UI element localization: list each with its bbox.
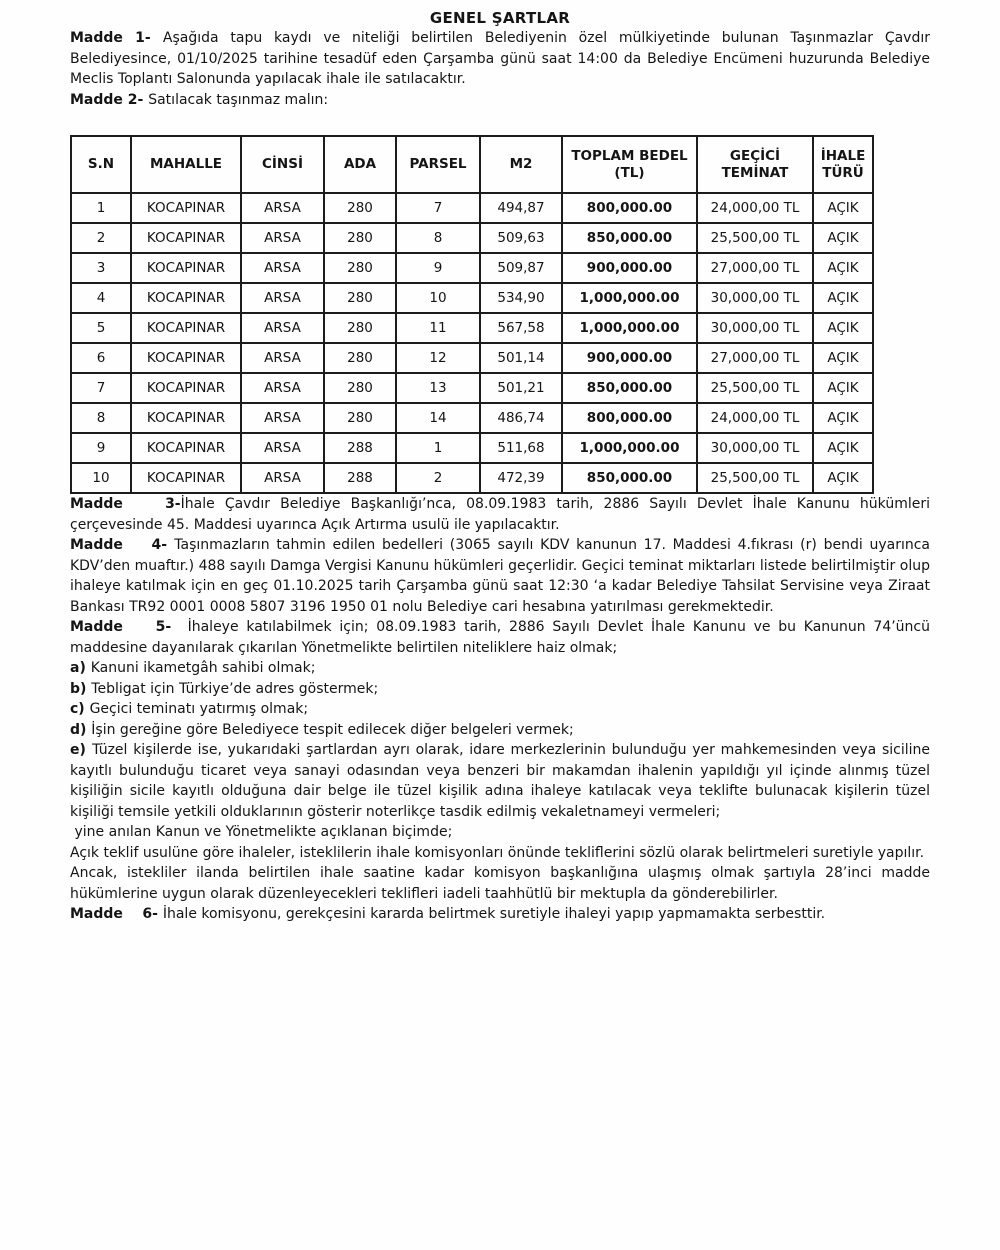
list-item-c-text: Geçici teminatı yatırmış olmak; xyxy=(89,701,309,717)
paragraph-acik-teklif: Açık teklif usulüne göre ihaleler, isteklilerin ihale komisyonları önünde tekliflerini sözlü olarak belirtmeleri suretiyle yapılır. xyxy=(70,844,925,861)
paragraph-yine-anilan: yine anılan Kanun ve Yönetmelikte açıklanan biçimde; xyxy=(70,824,453,840)
list-item-e xyxy=(70,740,930,822)
madde-1-label: Madde 1- xyxy=(70,30,163,46)
table-row xyxy=(71,403,873,433)
table-cell: 288 xyxy=(324,463,396,493)
table-cell: AÇIK xyxy=(813,343,873,373)
table-cell: 1 xyxy=(396,433,480,463)
column-header-ada: ADA xyxy=(324,136,396,193)
table-cell: 1 xyxy=(71,193,131,223)
table-cell: 280 xyxy=(324,373,396,403)
table-cell: 800,000.00 xyxy=(562,193,697,223)
list-item-e-text: Tüzel kişilerde ise, yukarıdaki şartlardan ayrı olarak, idare merkezlerinin bulunduğu yer mahkemesinden veya siciline kayıtlı bulunduğu ticaret veya sanayi odasından veya benzeri bir makamdan ihalenin yapıldığı yıl içinde alınmış tüzel kişiliğin sicile kayıtlı olduğuna dair belge ile tüzel kişilik adına ihaleye katılacak veya teklifte bulunacak kişilerin tüzel kişiliği temsile yetkili olduklarının gösterir noterlikçe tasdik edilmiş vekaletnameyi vermeleri; xyxy=(70,742,930,820)
table-cell: 10 xyxy=(71,463,131,493)
list-item-a-text: Kanuni ikametgâh sahibi olmak; xyxy=(90,660,316,676)
table-cell: 1,000,000.00 xyxy=(562,283,697,313)
table-cell: ARSA xyxy=(241,463,324,493)
list-item-d-label: d) xyxy=(70,721,92,738)
table-cell: 567,58 xyxy=(480,313,562,343)
table-cell: 7 xyxy=(71,373,131,403)
table-cell: KOCAPINAR xyxy=(131,313,241,343)
table-cell: 280 xyxy=(324,403,396,433)
table-cell: 494,87 xyxy=(480,193,562,223)
table-cell: 27,000,00 TL xyxy=(697,343,813,373)
table-cell: 25,500,00 TL xyxy=(697,373,813,403)
table-cell: 511,68 xyxy=(480,433,562,463)
paragraph-madde-6 xyxy=(70,904,930,925)
table-cell: KOCAPINAR xyxy=(131,253,241,283)
table-cell: AÇIK xyxy=(813,193,873,223)
table-cell: 5 xyxy=(71,313,131,343)
table-cell: ARSA xyxy=(241,433,324,463)
paragraph-madde-2 xyxy=(70,90,930,111)
list-item-e-label: e) xyxy=(70,742,93,758)
table-cell: KOCAPINAR xyxy=(131,283,241,313)
table-cell: ARSA xyxy=(241,313,324,343)
table-cell: 850,000.00 xyxy=(562,223,697,253)
table-cell: 501,14 xyxy=(480,343,562,373)
table-cell: 2 xyxy=(396,463,480,493)
table-cell: KOCAPINAR xyxy=(131,193,241,223)
table-cell: 8 xyxy=(71,403,131,433)
table-cell: 280 xyxy=(324,253,396,283)
table-cell: 1,000,000.00 xyxy=(562,433,697,463)
list-item-b-text: Tebligat için Türkiye’de adres göstermek; xyxy=(91,680,379,697)
table-row xyxy=(71,313,873,343)
list-item-c xyxy=(70,699,930,720)
madde-5-text: İhaleye katılabilmek için; 08.09.1983 tarih, 2886 Sayılı Devlet İhale Kanunu ve bu Kanunun 74’üncü maddesine dayanılarak çıkarılan Yönetmelikte belirtilen niteliklere haiz olmak; xyxy=(70,619,930,656)
table-row xyxy=(71,283,873,313)
table-cell: 10 xyxy=(396,283,480,313)
table-cell: 501,21 xyxy=(480,373,562,403)
table-cell: ARSA xyxy=(241,193,324,223)
table-cell: 13 xyxy=(396,373,480,403)
madde-5-label: Madde 5- xyxy=(70,619,188,635)
table-cell: 280 xyxy=(324,223,396,253)
list-item-c-label: c) xyxy=(70,701,90,717)
list-item-b-label: b) xyxy=(70,680,92,697)
table-cell: 850,000.00 xyxy=(562,463,697,493)
list-item-a-label: a) xyxy=(70,660,91,676)
table-row xyxy=(71,463,873,493)
table-cell: 11 xyxy=(396,313,480,343)
paragraph-madde-4 xyxy=(70,535,930,617)
madde-2-label: Madde 2- xyxy=(70,91,149,108)
paragraph-ancak: Ancak, istekliler ilanda belirtilen ihale saatine kadar komisyon başkanlığına ulaşmış olmak şartıyla 28’inci madde hükümlerine uygun olarak düzenleyecekleri teklifleri iadeli taahhütlü bir mektupla da gönderebilirler. xyxy=(70,865,930,902)
table-cell: 280 xyxy=(324,343,396,373)
properties-table xyxy=(70,135,874,494)
table-cell: 30,000,00 TL xyxy=(697,433,813,463)
column-header-cinsi: CİNSİ xyxy=(241,136,324,193)
madde-3-label: Madde 3- xyxy=(70,496,181,512)
table-cell: ARSA xyxy=(241,343,324,373)
table-header-row xyxy=(71,136,873,193)
table-cell: AÇIK xyxy=(813,223,873,253)
list-item-d xyxy=(70,720,930,741)
table-cell: 509,63 xyxy=(480,223,562,253)
table-cell: 9 xyxy=(396,253,480,283)
table-row xyxy=(71,343,873,373)
table-cell: 486,74 xyxy=(480,403,562,433)
madde-4-text: Taşınmazların tahmin edilen bedelleri (3065 sayılı KDV kanunun 17. Maddesi 4.fıkrası (r) bendi uyarınca KDV’den muaftır.) 488 sayılı Damga Vergisi Kanunu hükümleri geçerlidir. Geçici teminat miktarları listede belirtilmiştir olup ihaleye katılmak için en geç 01.10.2025 tarih Çarşamba günü saat 12:30 ‘a kadar Belediye Tahsilat Servisine veya Ziraat Bankası TR92 0001 0008 5807 3196 1950 01 nolu Belediye cari hesabına yatırılması gerekmektedir. xyxy=(70,537,930,615)
paragraph-madde-3 xyxy=(70,494,930,535)
table-cell: 509,87 xyxy=(480,253,562,283)
table-cell: 14 xyxy=(396,403,480,433)
column-header-mahalle: MAHALLE xyxy=(131,136,241,193)
table-cell: 8 xyxy=(396,223,480,253)
column-header-parsel: PARSEL xyxy=(396,136,480,193)
table-cell: AÇIK xyxy=(813,403,873,433)
madde-4-label: Madde 4- xyxy=(70,537,175,553)
table-cell: 6 xyxy=(71,343,131,373)
table-cell: ARSA xyxy=(241,223,324,253)
table-cell: 800,000.00 xyxy=(562,403,697,433)
table-row xyxy=(71,433,873,463)
table-cell: ARSA xyxy=(241,373,324,403)
paragraph-madde-5 xyxy=(70,617,930,658)
table-cell: 25,500,00 TL xyxy=(697,463,813,493)
table-cell: 850,000.00 xyxy=(562,373,697,403)
list-item-a xyxy=(70,658,930,679)
madde-6-text: İhale komisyonu, gerekçesini kararda belirtmek suretiyle ihaleyi yapıp yapmamakta serbesttir. xyxy=(162,906,826,922)
list-item-d-text: İşin gereğine göre Belediyece tespit edilecek diğer belgeleri vermek; xyxy=(91,721,574,738)
madde-3-text: İhale Çavdır Belediye Başkanlığı’nca, 08.09.1983 tarih, 2886 Sayılı Devlet İhale Kanunu hükümleri çerçevesinde 45. Maddesi uyarınca Açık Artırma usulü ile yapılacaktır. xyxy=(70,496,930,533)
table-row xyxy=(71,223,873,253)
table-cell: 900,000.00 xyxy=(562,253,697,283)
table-row xyxy=(71,373,873,403)
table-cell: 2 xyxy=(71,223,131,253)
table-cell: AÇIK xyxy=(813,283,873,313)
table-cell: ARSA xyxy=(241,253,324,283)
table-cell: KOCAPINAR xyxy=(131,463,241,493)
table-cell: ARSA xyxy=(241,403,324,433)
madde-2-text: Satılacak taşınmaz malın: xyxy=(148,91,329,108)
table-cell: ARSA xyxy=(241,283,324,313)
table-cell: 12 xyxy=(396,343,480,373)
page-title: GENEL ŞARTLAR xyxy=(429,9,571,27)
table-body xyxy=(71,193,873,493)
table-cell: 280 xyxy=(324,283,396,313)
table-cell: 27,000,00 TL xyxy=(697,253,813,283)
table-cell: 30,000,00 TL xyxy=(697,313,813,343)
column-header-gecici-teminat: GEÇİCİ TEMİNAT xyxy=(697,136,813,193)
table-cell: 3 xyxy=(71,253,131,283)
column-header-sn: S.N xyxy=(71,136,131,193)
table-cell: 25,500,00 TL xyxy=(697,223,813,253)
table-cell: KOCAPINAR xyxy=(131,373,241,403)
table-cell: AÇIK xyxy=(813,373,873,403)
table-row xyxy=(71,193,873,223)
table-cell: 7 xyxy=(396,193,480,223)
table-cell: 24,000,00 TL xyxy=(697,193,813,223)
table-cell: 4 xyxy=(71,283,131,313)
table-cell: AÇIK xyxy=(813,463,873,493)
table-cell: 24,000,00 TL xyxy=(697,403,813,433)
table-cell: 900,000.00 xyxy=(562,343,697,373)
table-cell: KOCAPINAR xyxy=(131,343,241,373)
table-cell: AÇIK xyxy=(813,313,873,343)
list-item-b xyxy=(70,679,930,700)
table-cell: KOCAPINAR xyxy=(131,223,241,253)
table-cell: KOCAPINAR xyxy=(131,403,241,433)
madde-1-text: Aşağıda tapu kaydı ve niteliği belirtilen Belediyenin özel mülkiyetinde bulunan Taşınmazlar Çavdır Belediyesince, 01/10/2025 tarihine tesadüf eden Çarşamba günü saat 14:00 da Belediye Encümeni huzurunda Belediye Meclis Toplantı Salonunda yapılacak ihale ile satılacaktır. xyxy=(70,30,931,87)
table-cell: KOCAPINAR xyxy=(131,433,241,463)
table-cell: 534,90 xyxy=(480,283,562,313)
table-cell: AÇIK xyxy=(813,253,873,283)
table-cell: 30,000,00 TL xyxy=(697,283,813,313)
column-header-ihale-turu: İHALE TÜRÜ xyxy=(813,136,873,193)
table-cell: 9 xyxy=(71,433,131,463)
table-cell: AÇIK xyxy=(813,433,873,463)
table-cell: 280 xyxy=(324,313,396,343)
table-cell: 280 xyxy=(324,193,396,223)
table-row xyxy=(71,253,873,283)
madde-6-label: Madde 6- xyxy=(70,906,163,922)
table-cell: 472,39 xyxy=(480,463,562,493)
table-cell: 1,000,000.00 xyxy=(562,313,697,343)
column-header-m2: M2 xyxy=(480,136,562,193)
column-header-toplam-bedel: TOPLAM BEDEL (TL) xyxy=(562,136,697,193)
paragraph-madde-1 xyxy=(70,28,930,90)
table-cell: 288 xyxy=(324,433,396,463)
